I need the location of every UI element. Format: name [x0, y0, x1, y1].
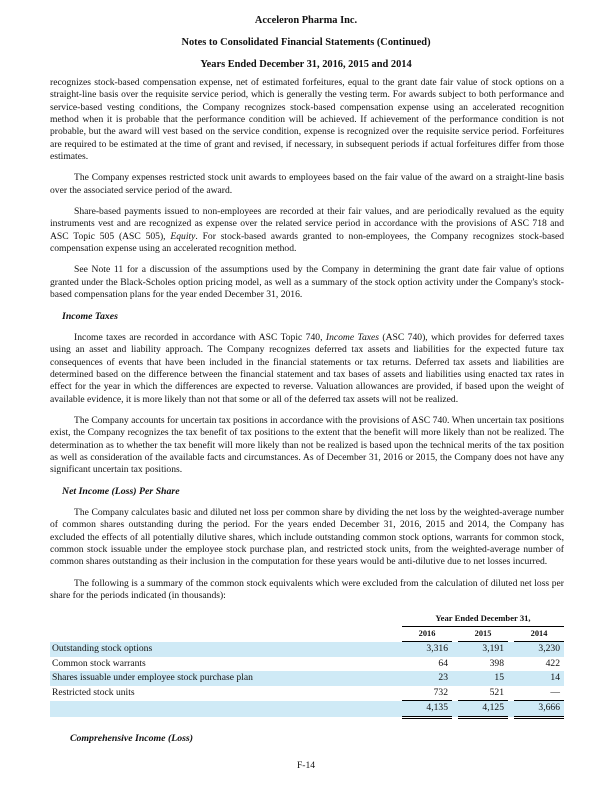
paragraph-text: Income taxes are recorded in accordance with ASC Topic 740,	[74, 331, 326, 343]
table-year-header-row	[50, 626, 564, 642]
table-group-header-row	[50, 611, 564, 626]
paragraph-rsu-expense: The Company expenses restricted stock unit awards to employees based on the fair value of the award on a straight-line basis over the associated service period of the award.	[50, 172, 564, 196]
row-label: Common stock warrants	[52, 657, 146, 669]
paragraph-text: Share-based payments issued to non-employees are recorded at their fair values, and are periodically revalued as the equity instruments vest and are recognized as expense over the related service period in accordance with the provisions of ASC 718 and ASC Topic 505 (ASC 505),	[50, 206, 564, 242]
cell-value: 3,316	[402, 642, 452, 657]
cell-value: 398	[489, 657, 504, 669]
paragraph-text: . For stock-based awards granted to non-employees, the Company recognizes stock-based compensation expense using an accelerated recognition method.	[50, 230, 565, 255]
cell-value: 3,230	[514, 642, 564, 657]
table-total-row	[50, 701, 564, 718]
cell-value: 422	[545, 657, 560, 669]
year-header-2016: 2016	[402, 626, 452, 642]
total-value: 4,125	[458, 701, 508, 718]
company-name: Acceleron Pharma Inc.	[254, 15, 358, 26]
year-ended-header: Year Ended December 31,	[402, 611, 564, 626]
paragraph-italic-term: Income Taxes	[325, 331, 380, 343]
heading-income-taxes: Income Taxes	[62, 310, 118, 322]
row-label: Outstanding stock options	[50, 642, 402, 657]
total-value: 4,135	[402, 701, 452, 718]
page-title: Notes to Consolidated Financial Statements (Continued)	[181, 37, 431, 48]
paragraph-stock-comp-recognition: recognizes stock-based compensation expense, net of estimated forfeitures, equal to the grant date fair value of stock options on a straight-line basis over the requisite service period, which is generally the vesting term. For awards subject to both performance and service-based vesting conditions, the Company recognizes stock-based compensation expense using an accelerated recognition method when it is probable that the performance condition will be achieved. If achievement of the performance condition is not probable, but the award will vest based on the service condition, expense is recognized over the requisite service period. Forfeitures are required to be estimated at the time of grant and revised, if necessary, in subsequent periods if actual forfeitures differ from those estimates.	[50, 77, 564, 163]
cell-value: 23	[402, 671, 452, 686]
table-row	[50, 642, 564, 657]
cell-value: 15	[458, 671, 508, 686]
common-stock-equivalents-table	[50, 611, 564, 719]
paragraph-net-loss-calculation: The Company calculates basic and diluted net loss per common share by dividing the net loss by the weighted-average number of common shares outstanding during the period. For the years ended December 31, 2016, 2015 and 2014, the Company has excluded the effects of all potentially dilutive shares, which include outstanding common stock options, warrants for common stock, common stock issuable under the employee stock purchase plan, and restricted stock units, from the weighted-average number of common shares outstanding as their inclusion in the computation for these years would be anti-dilutive due to net losses incurred.	[50, 506, 564, 568]
document-body	[50, 77, 564, 745]
paragraph-note-11-reference: See Note 11 for a discussion of the assumptions used by the Company in determining the grant date fair value of options granted under the Black-Scholes option pricing model, as well as a summary of the stock option activity under the Company's stock-based compensation plans for the year ended December 31, 2016.	[50, 264, 564, 301]
cell-value: —	[514, 686, 564, 701]
paragraph-table-intro: The following is a summary of the common stock equivalents which were excluded from the calculation of diluted net loss per share for the periods indicated (in thousands):	[50, 577, 564, 602]
cell-value: 64	[438, 657, 448, 669]
paragraph-non-employee-payments	[50, 206, 564, 255]
row-label: Restricted stock units	[52, 687, 135, 699]
table-row	[50, 671, 564, 686]
row-label: Shares issuable under employee stock purchase plan	[50, 671, 402, 686]
year-header-2015: 2015	[458, 626, 508, 642]
cell-value: 732	[402, 686, 452, 701]
paragraph-uncertain-tax: The Company accounts for uncertain tax positions in accordance with the provisions of ASC 740. When uncertain tax positions exist, the Company recognizes the tax benefit of tax positions to the extent that the benefit will more likely than not be realized. The determination as to whether the tax benefit will more likely than not be realized is based upon the technical merits of the tax position as well as consideration of the available facts and circumstances. As of December 31, 2016 or 2015, the Company does not have any significant uncertain tax positions.	[50, 414, 564, 476]
cell-value: 521	[458, 686, 508, 701]
paragraph-income-taxes	[50, 332, 564, 406]
heading-net-income-per-share: Net Income (Loss) Per Share	[62, 485, 180, 497]
cell-value: 3,191	[458, 642, 508, 657]
heading-comprehensive-income: Comprehensive Income (Loss)	[70, 732, 193, 744]
paragraph-italic-term: Equity	[170, 230, 196, 242]
cell-value: 14	[514, 671, 564, 686]
paragraph-text: (ASC 740), which provides for deferred taxes using an asset and liability approach. The Company recognizes deferred tax assets and liabilities for the expected future tax consequences of events that have been included in the financial statements or tax returns. Deferred tax assets and liabilities are determined based on the difference between the financial statement and tax bases of assets and liabilities using enacted tax rates in effect for the year in which the differences are expected to reverse. Valuation allowances are provided, if based upon the weight of available evidence, it is more likely than not that some or all of the deferred tax assets will not be realized.	[50, 331, 565, 405]
page-number: F-14	[296, 760, 316, 771]
table-row	[50, 657, 564, 672]
table-row	[50, 686, 564, 701]
period-subtitle: Years Ended December 31, 2016, 2015 and 2014	[200, 59, 412, 70]
year-header-2014: 2014	[514, 626, 564, 642]
total-value: 3,666	[514, 701, 564, 718]
